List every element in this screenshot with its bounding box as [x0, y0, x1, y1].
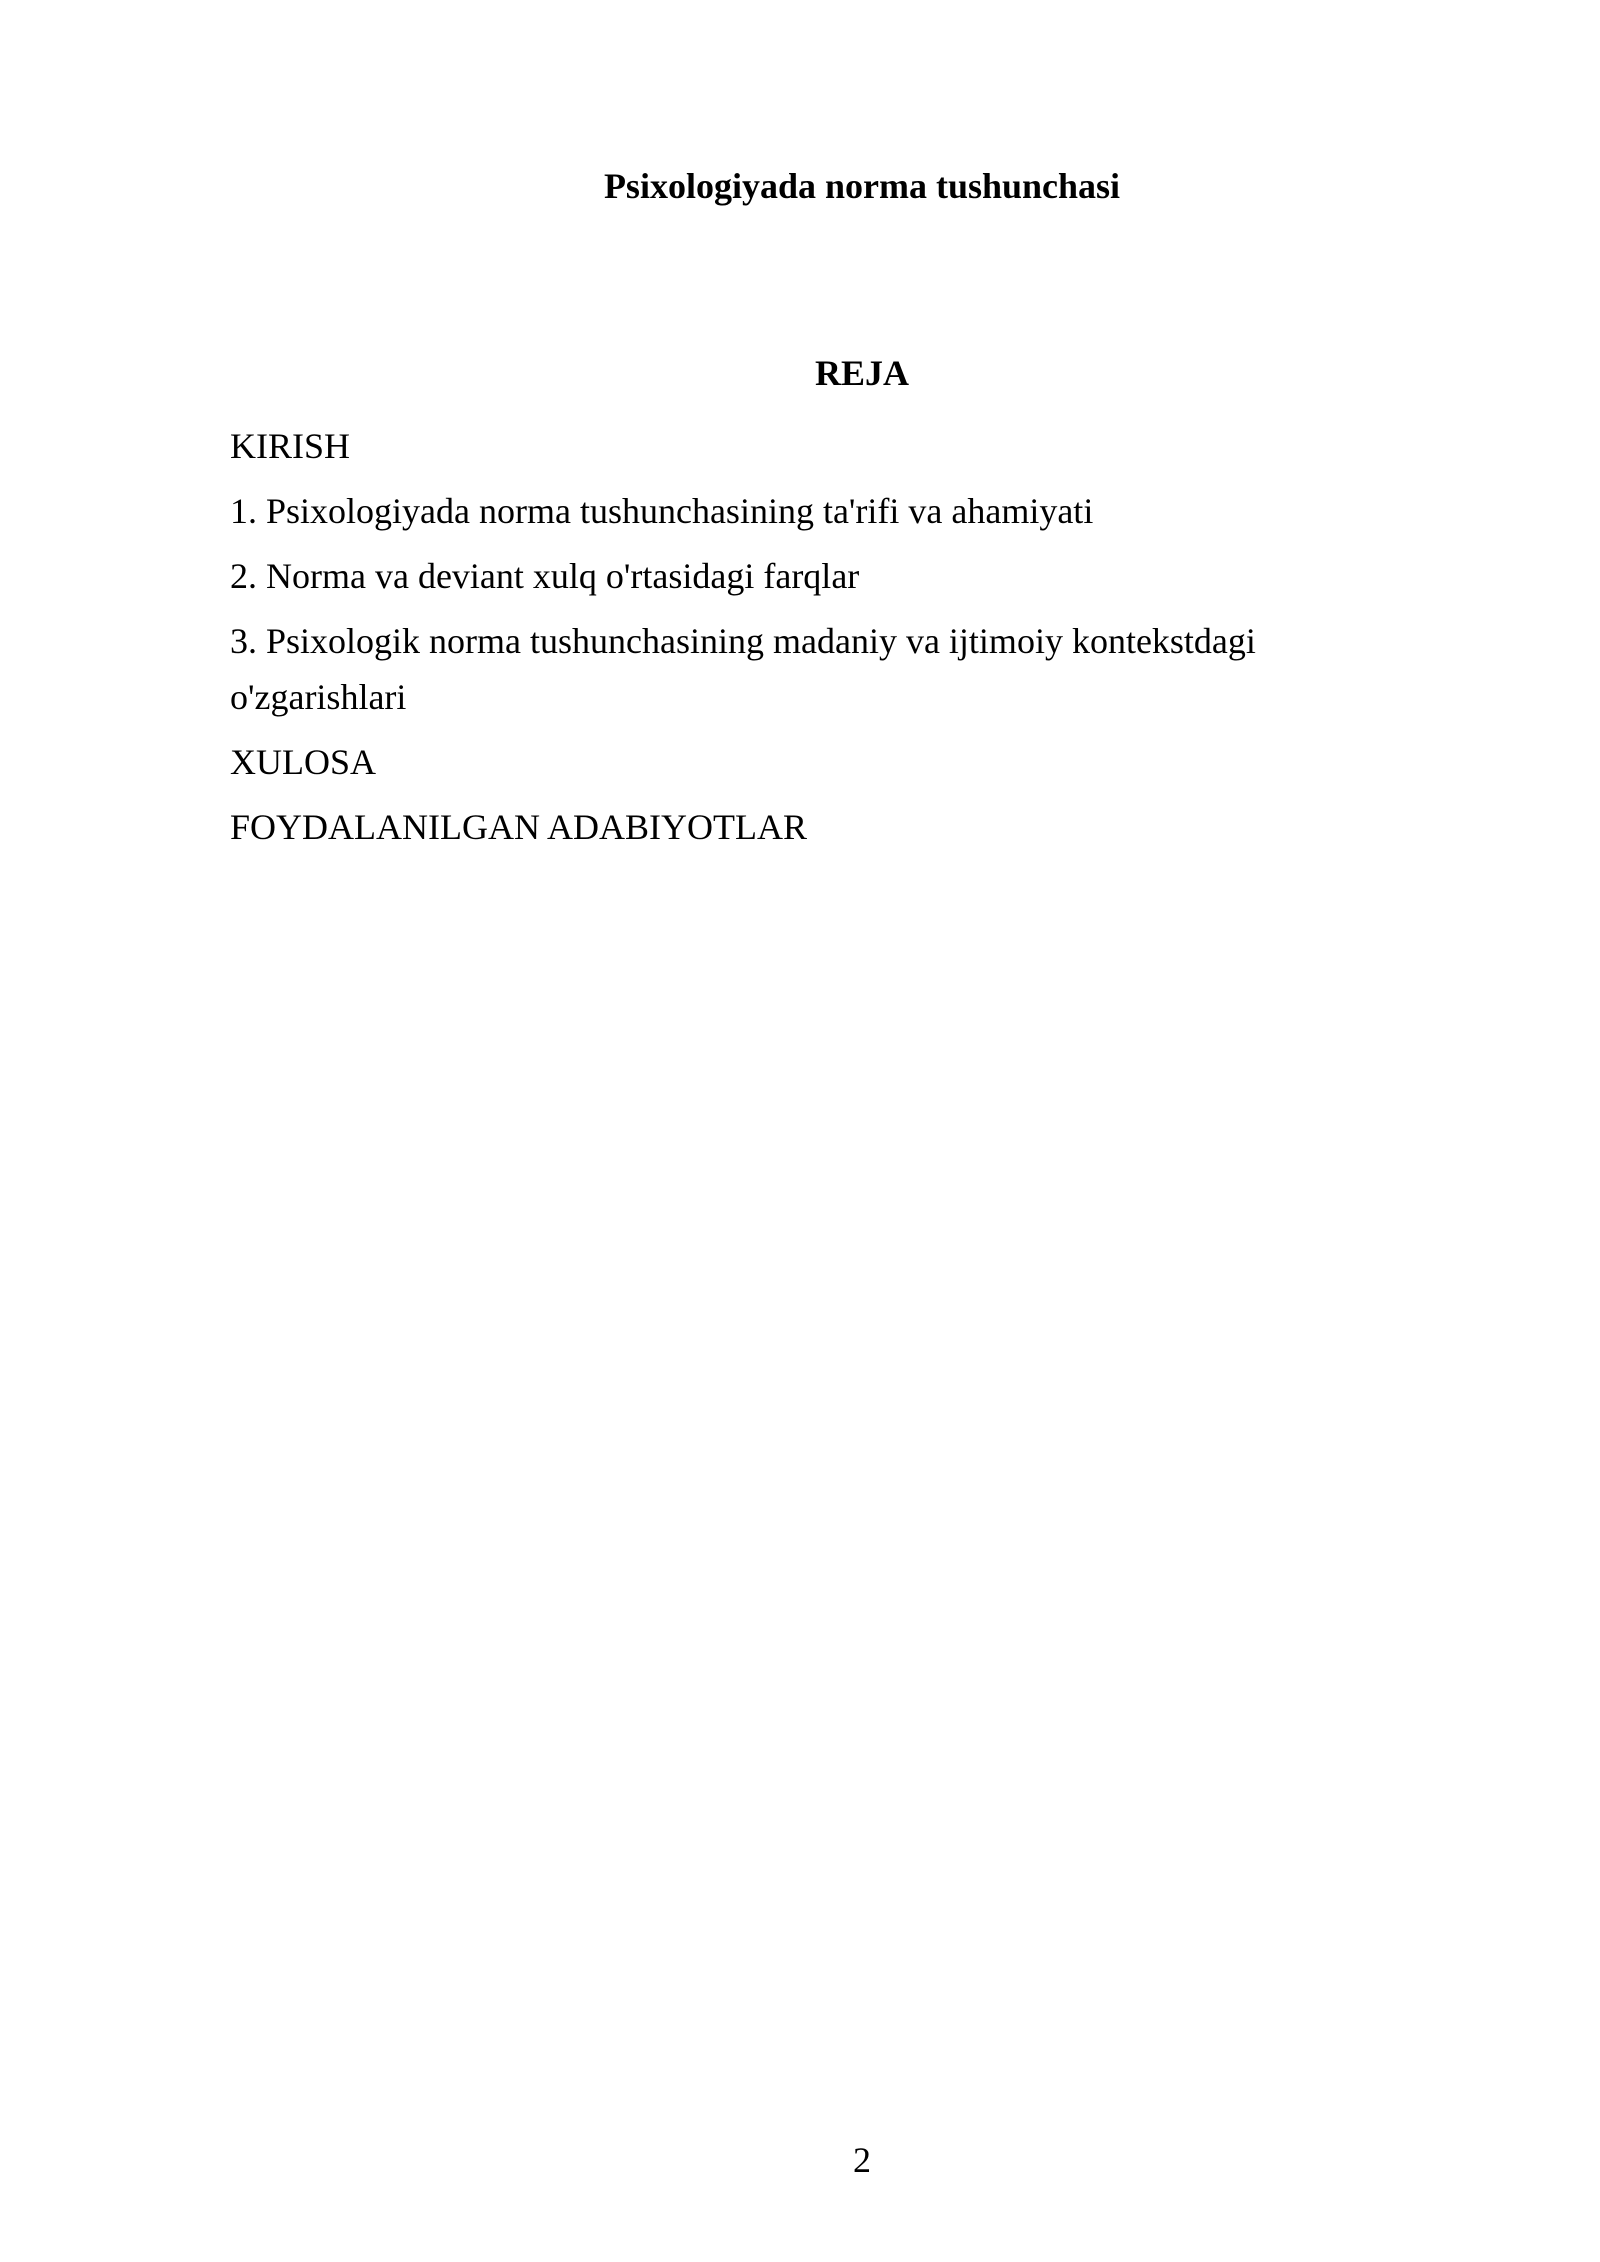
plan-list	[230, 418, 1360, 864]
plan-item-1: 1. Psixologiyada norma tushunchasining ta'rifi va ahamiyati	[230, 491, 1094, 531]
plan-heading: REJA	[814, 353, 909, 393]
plan-item-references: FOYDALANILGAN ADABIYOTLAR	[230, 807, 807, 847]
plan-item-2: 2. Norma va deviant xulq o'rtasidagi farqlar	[230, 556, 860, 596]
plan-item-3: 3. Psixologik norma tushunchasining madaniy va ijtimoiy kontekstdagi o'zgarishlari	[230, 621, 1256, 717]
document-title: Psixologiyada norma tushunchasi	[603, 166, 1121, 206]
plan-item-intro: KIRISH	[230, 426, 351, 466]
page-number: 2	[853, 2140, 871, 2180]
plan-item-conclusion: XULOSA	[230, 742, 377, 782]
